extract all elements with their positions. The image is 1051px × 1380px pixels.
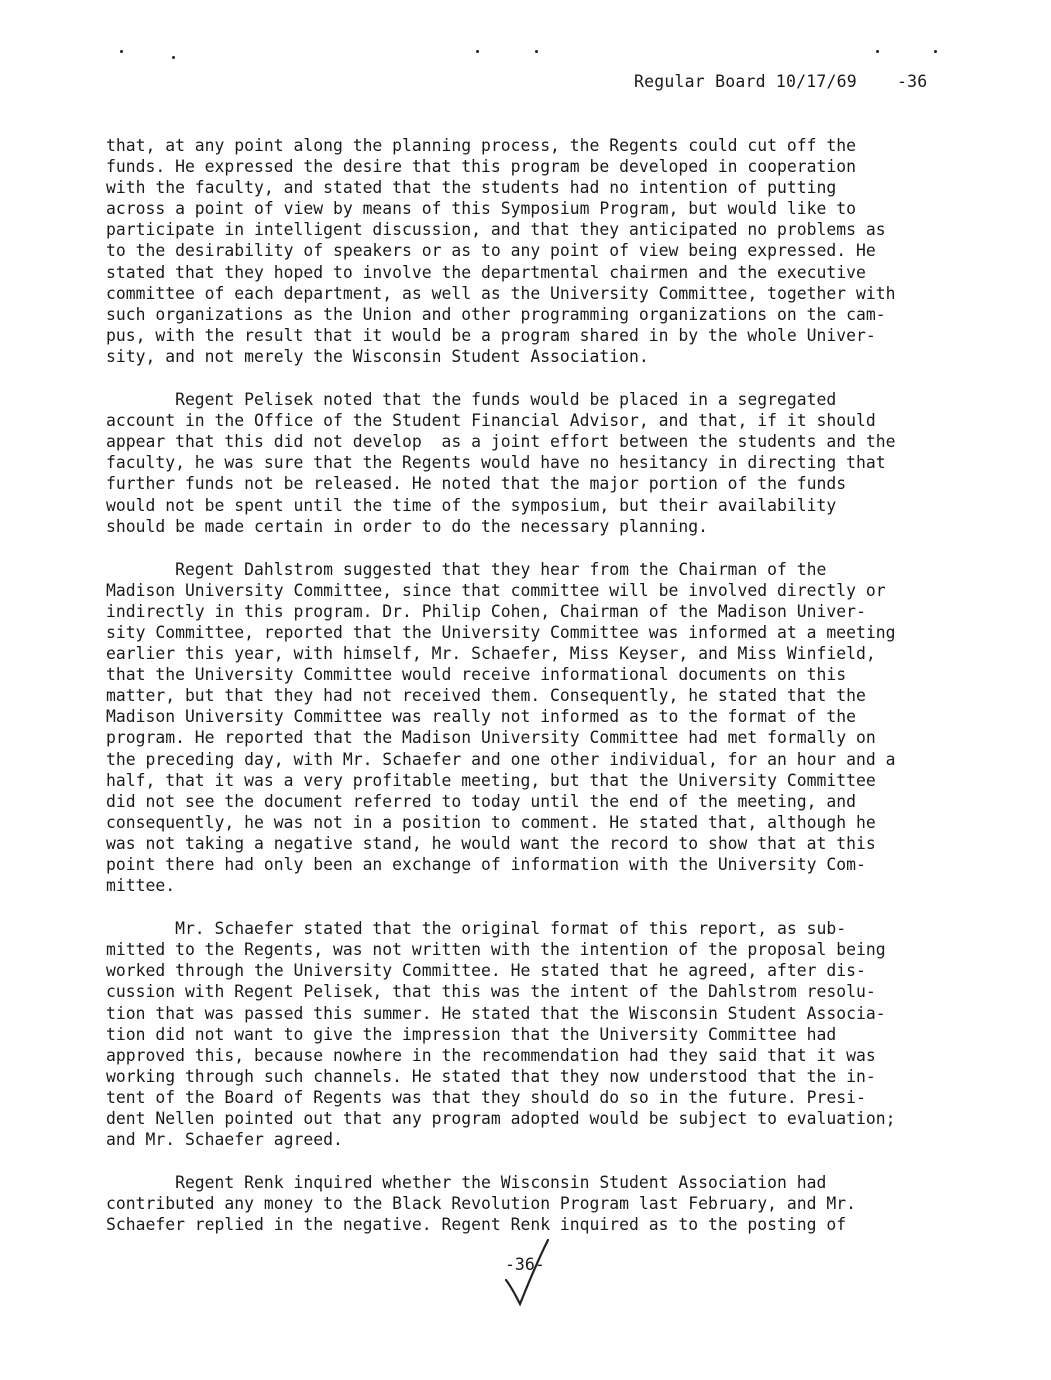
text-line: point there had only been an exchange of information with the University Com- [106,855,866,874]
text-line: did not see the document referred to today until the end of the meeting, and [106,791,856,811]
text-line: should be made certain in order to do the necessary planning. [106,516,708,536]
text-line: would not be spent until the time of the symposium, but their availability [106,495,837,515]
text-line: such organizations as the Union and other programming organizations on the cam- [106,304,886,324]
scan-speck [120,50,123,53]
scan-speck [934,50,937,53]
text-line: sity Committee, reported that the University Committee was informed at a meeting [106,622,896,642]
text-line: half, that it was a very profitable meeting, but that the University Committee [106,770,876,790]
text-line: was not taking a negative stand, he would want the record to show that at this [106,833,876,853]
text-line: cussion with Regent Pelisek, that this was the intent of the Dahlstrom resolu- [106,982,876,1002]
footer-page-mark: -36- [505,1255,545,1274]
text-line: Schaefer replied in the negative. Regent Renk inquired as to the posting of [106,1215,847,1235]
text-line: program. He reported that the Madison University Committee had met formally on [106,728,876,748]
text-line: indirectly in this program. Dr. Philip Cohen, Chairman of the Madison Univer- [106,601,866,621]
text-line: approved this, because nowhere in the recommendation had they said that it was [106,1045,876,1065]
text-line: Regent Pelisek noted that the funds would be placed in a segregated [106,390,837,410]
header-page-number: -36 [896,72,928,91]
text-line: sity, and not merely the Wisconsin Student Association. [106,346,649,366]
text-line: working through such channels. He stated that they now understood that the in- [106,1066,876,1086]
text-line: across a point of view by means of this Symposium Program, but would like to [106,199,856,219]
paragraph [106,389,956,537]
header-title: Regular Board 10/17/69 [634,72,857,91]
text-line: matter, but that they had not received them. Consequently, he stated that the [106,686,866,706]
text-line: further funds not be released. He noted that the major portion of the funds [106,474,847,494]
text-line: dent Nellen pointed out that any program adopted would be subject to evaluation; [106,1109,896,1129]
scan-speck [476,50,479,53]
text-line: Mr. Schaefer stated that the original format of this report, as sub- [106,919,847,939]
text-line: tent of the Board of Regents was that they should do so in the future. Presi- [106,1087,866,1107]
text-line: that the University Committee would receive informational documents on this [106,665,847,685]
text-line: Madison University Committee was really not informed as to the format of the [106,707,856,727]
text-line: committee of each department, as well as the University Committee, together with [106,283,896,303]
text-line: that, at any point along the planning process, the Regents could cut off the [106,136,856,155]
document-body [106,135,956,1258]
text-line: Madison University Committee, since that committee will be involved directly or [106,580,886,600]
page-header [634,72,927,91]
paragraph [106,135,956,367]
text-line: to the desirability of speakers or as to any point of view being expressed. He [106,241,876,261]
text-line: stated that they hoped to involve the departmental chairmen and the executive [106,262,866,282]
text-line: earlier this year, with himself, Mr. Schaefer, Miss Keyser, and Miss Winfield, [106,644,876,664]
text-line: funds. He expressed the desire that this program be developed in cooperation [106,157,856,177]
scan-speck [535,50,538,53]
text-line: Regent Dahlstrom suggested that they hear from the Chairman of the [106,559,827,579]
paragraph [106,559,956,897]
text-line: the preceding day, with Mr. Schaefer and one other individual, for an hour and a [106,749,896,769]
text-line: tion did not want to give the impression that the University Committee had [106,1024,837,1044]
text-line: pus, with the result that it would be a program shared in by the whole Univer- [106,325,876,345]
text-line: appear that this did not develop as a joint effort between the students and the [106,432,896,452]
text-line: participate in intelligent discussion, and that they anticipated no problems as [106,220,886,240]
scan-speck [876,50,879,53]
text-line: faculty, he was sure that the Regents would have no hesitancy in directing that [106,453,886,473]
text-line: account in the Office of the Student Financial Advisor, and that, if it should [106,411,876,431]
text-line: Regent Renk inquired whether the Wisconsin Student Association had [106,1173,827,1193]
text-line: mitted to the Regents, was not written with the intention of the proposal being [106,940,886,960]
text-line: mittee. [106,876,176,896]
text-line: tion that was passed this summer. He stated that the Wisconsin Student Associa- [106,1003,886,1023]
text-line: with the faculty, and stated that the students had no intention of putting [106,178,837,198]
text-line: contributed any money to the Black Revolution Program last February, and Mr. [106,1194,856,1214]
text-line: worked through the University Committee. He stated that he agreed, after dis- [106,961,866,981]
text-line: consequently, he was not in a position to comment. He stated that, although he [106,812,876,832]
scan-speck [172,56,175,59]
text-line: and Mr. Schaefer agreed. [106,1130,343,1150]
paragraph [106,1172,956,1235]
paragraph [106,918,956,1150]
